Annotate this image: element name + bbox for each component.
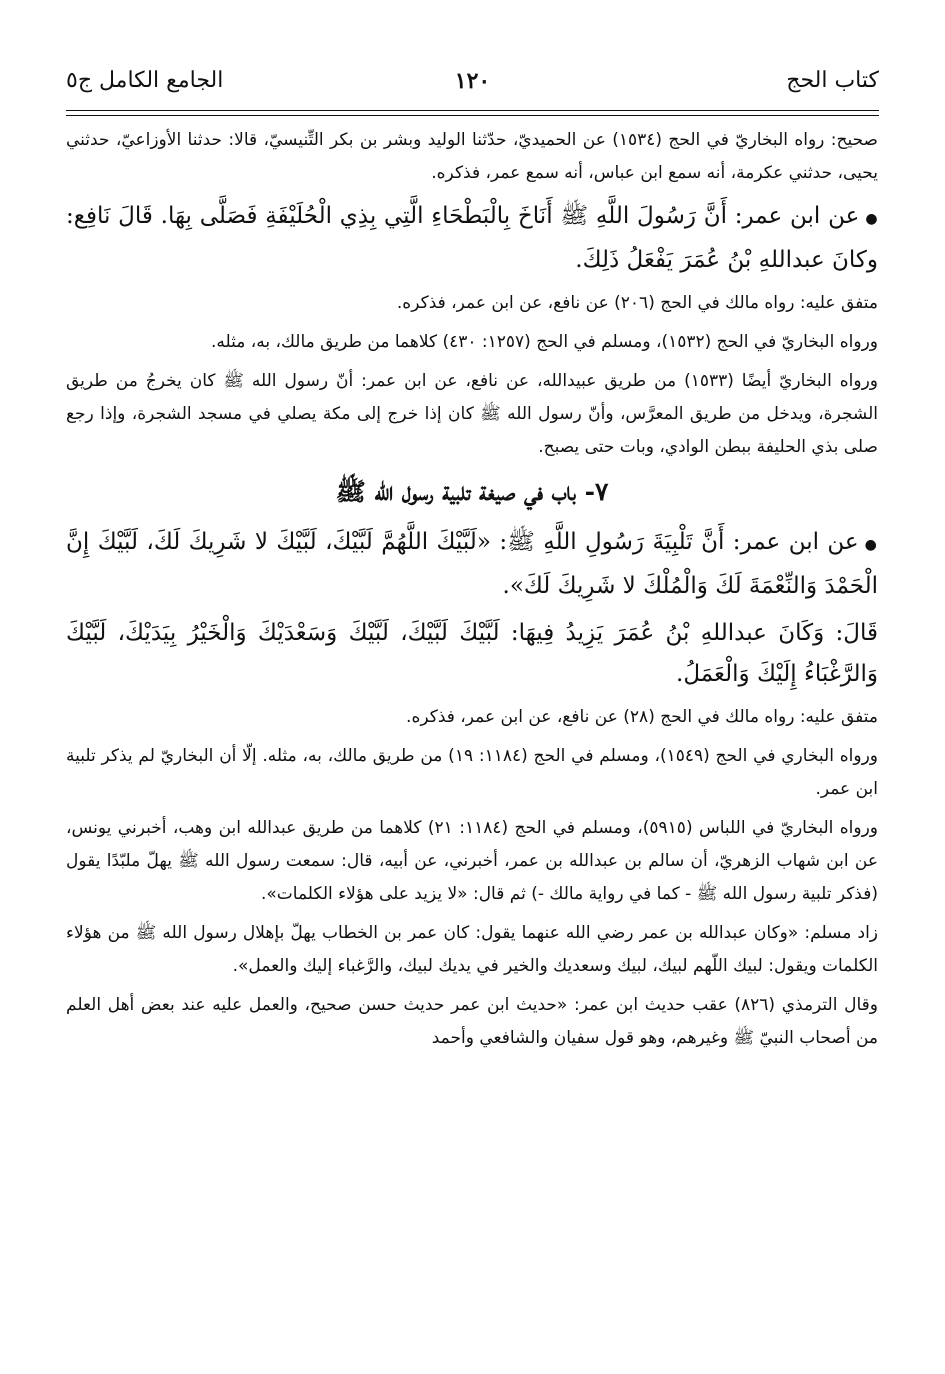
- section-heading: ٧- باب في صيغة تلبية رسول الله ﷺ: [335, 477, 609, 506]
- reference-paragraph: ورواه البخاريّ في الحج (١٥٣٢)، ومسلم في الحج (١٢٥٧: ٤٣٠) كلاهما من طريق مالك، به، مثله.: [210, 332, 878, 352]
- hadith-paragraph: [66, 522, 878, 607]
- reference-paragraph: ورواه البخاريّ في اللباس (٥٩١٥)، ومسلم في الحج (١١٨٤: ٢١) كلاهما من طريق عبدالله ابن وهب، أخبرني يونس، عن ابن شهاب الزهريّ، أن سالم بن عبدالله بن عمر، أخبرني، عن أبيه، قال: سمعت رسول الله ﷺ يهلّ ملبّدًا يقول (فذكر تلبية رسول الله ﷺ - كما في رواية مالك -) ثم قال: «لا يزيد على هؤلاء الكلمات».: [66, 818, 879, 904]
- reference-paragraph: صحيح: رواه البخاريّ في الحج (١٥٣٤) عن الحميديّ، حدّثنا الوليد وبشر بن بكر التِّنيسيّ، قالا: حدثنا الأوزاعيّ، حدثني يحيى، حدثني عكرمة، أنه سمع ابن عباس، أنه سمع عمر، فذكره.: [66, 130, 878, 183]
- reference-paragraph: متفق عليه: رواه مالك في الحج (٢٨) عن نافع، عن ابن عمر، فذكره.: [406, 707, 878, 727]
- bullet-icon: ●: [865, 211, 878, 227]
- page-body: [66, 124, 878, 1061]
- page-header: [66, 60, 879, 100]
- hadith-text: عن ابن عمر: أَنَّ تَلْبِيَةَ رَسُولِ اللَّهِ ﷺ: «لَبَّيْكَ اللَّهُمَّ لَبَّيْكَ، لَبَّيْكَ لا شَرِيكَ لَكَ، لَبَّيْكَ إِنَّ الْحَمْدَ وَالنِّعْمَةَ لَكَ وَالْمُلْكَ لا شَرِيكَ لَكَ».: [66, 529, 878, 599]
- chapter-title: كتاب الحج: [786, 68, 879, 93]
- reference-paragraph: متفق عليه: رواه مالك في الحج (٢٠٦) عن نافع، عن ابن عمر، فذكره.: [396, 293, 878, 313]
- page-number: ١٢٠: [454, 68, 491, 94]
- reference-paragraph: ورواه البخاريّ أيضًا (١٥٣٣) من طريق عبيدالله، عن نافع، عن ابن عمر: أنّ رسول الله ﷺ كان يخرجُ من طريق الشجرة، ويدخل من طريق المعرَّس، وأنّ رسول الله ﷺ كان إذا خرج إلى مكة يصلي في مسجد الشجرة، وإذا رجع صلى بذي الحليفة ببطن الوادي، وبات حتى يصبح.: [66, 371, 878, 457]
- reference-paragraph: وقال الترمذي (٨٢٦) عقب حديث ابن عمر: «حديث ابن عمر حديث حسن صحيح، والعمل عليه عند بعض أهل العلم من أصحاب النبيّ ﷺ وغيرهم، وهو قول سفيان والشافعي وأحمد: [66, 995, 878, 1048]
- hadith-paragraph: قَالَ: وَكَانَ عبداللهِ بْنُ عُمَرَ يَزِيدُ فِيهَا: لَبَّيْكَ لَبَّيْكَ، لَبَّيْكَ وَسَعْدَيْكَ وَالْخَيْرُ بِيَدَيْكَ، لَبَّيْكَ وَالرَّغْبَاءُ إِلَيْكَ وَالْعَمَلُ.: [66, 620, 878, 687]
- reference-paragraph: زاد مسلم: «وكان عبدالله بن عمر رضي الله عنهما يقول: كان عمر بن الخطاب يهلّ بإهلال رسول الله ﷺ من هؤلاء الكلمات ويقول: لبيك اللّهم لبيك، لبيك وسعديك والخير في يديك لبيك، والرَّغباء إليك والعمل».: [66, 923, 878, 976]
- bullet-icon: ●: [864, 537, 879, 553]
- hadith-paragraph: [66, 196, 878, 281]
- reference-paragraph: ورواه البخاري في الحج (١٥٤٩)، ومسلم في الحج (١١٨٤: ١٩) من طريق مالك، به، مثله. إلّا أن البخاريّ لم يذكر تلبية ابن عمر.: [66, 746, 879, 799]
- header-divider: [66, 110, 879, 116]
- book-title: الجامع الكامل ج٥: [66, 68, 224, 93]
- hadith-text: عن ابن عمر: أَنَّ رَسُولَ اللَّهِ ﷺ أَنَاخَ بِالْبَطْحَاءِ الَّتِي بِذِي الْحُلَيْفَةِ فَصَلَّى بِهَا. قَالَ نَافِع: وكانَ عبداللهِ بْنُ عُمَرَ يَفْعَلُ ذَلِكَ.: [66, 203, 878, 273]
